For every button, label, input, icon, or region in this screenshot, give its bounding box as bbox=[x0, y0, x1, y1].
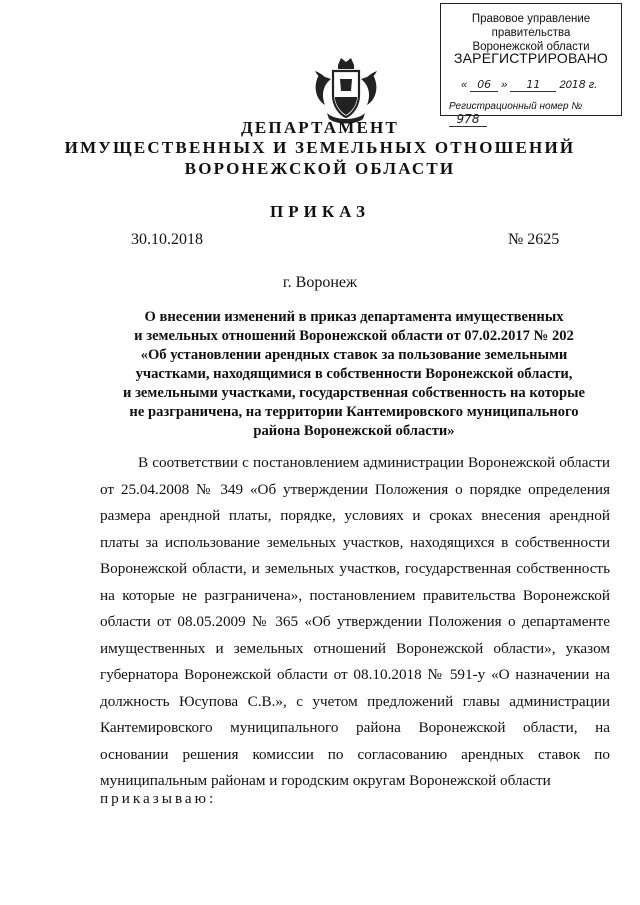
subject-line: и земельных отношений Воронежской области от 07.02.2017 № 202 bbox=[134, 328, 574, 344]
stamp-date-day: 06 bbox=[470, 78, 498, 92]
document-type: ПРИКАЗ bbox=[270, 202, 370, 221]
stamp-year-suffix: г. bbox=[588, 79, 598, 91]
subject-line: О внесении изменений в приказ департамента имущественных bbox=[144, 309, 564, 325]
subject-line: района Воронежской области» bbox=[253, 423, 455, 439]
decree-word: приказываю: bbox=[100, 790, 217, 807]
stamp-reg-number: 978 bbox=[449, 112, 487, 127]
stamp-org-line2: Воронежской области bbox=[472, 41, 590, 53]
department-title-line3: ВОРОНЕЖСКОЙ ОБЛАСТИ bbox=[184, 159, 456, 178]
registration-stamp bbox=[440, 3, 622, 126]
stamp-date-month: 11 bbox=[510, 78, 556, 92]
preamble bbox=[100, 450, 610, 795]
stamp-reg-label: Регистрационный номер № bbox=[449, 101, 583, 112]
preamble-paragraph: В соответствии с постановлением администрации Воронежской области от 25.04.2008 № 349 «Об утверждении Положения о порядке определения размера арендной платы, порядке, условиях и сроках внесения арендной платы за использование земельных участков, находящихся в собственности Воронежской области, и земельных участков, государственная собственность на которые не разграничена», постановлением правительства Воронежской области от 08.05.2009 № 365 «Об утверждении Положения о департаменте имущественных и земельных отношений Воронежской области», указом губернатора Воронежской области от 08.10.2018 № 591-у «О назначении на должность Юсупова С.В.», с учетом предложений главы администрации Кантемировского муниципального района Воронежской области, на основании решения комиссии по согласованию арендных ставок по муниципальным районам и городским округам Воронежской области bbox=[100, 454, 610, 789]
department-title-line1: ДЕПАРТАМЕНТ bbox=[240, 118, 400, 137]
order-number: № 2625 bbox=[508, 231, 560, 248]
subject-line: и земельными участками, государственная собственность на которые bbox=[123, 385, 585, 401]
subject-line: «Об установлении арендных ставок за пользование земельными bbox=[140, 347, 568, 363]
subject-line: не разграничена, на территории Кантемировского муниципального bbox=[129, 404, 579, 420]
stamp-org bbox=[441, 12, 621, 54]
stamp-org-line1: Правовое управление правительства bbox=[471, 13, 591, 39]
subject-line: участками, находящимися в собственности Воронежской области, bbox=[135, 366, 573, 382]
order-subject bbox=[100, 308, 608, 441]
stamp-date: « 06 » 11 2018 г. bbox=[461, 78, 598, 91]
department-title-line2: ИМУЩЕСТВЕННЫХ И ЗЕМЕЛЬНЫХ ОТНОШЕНИЙ bbox=[64, 138, 576, 157]
stamp-date-year: 18 bbox=[571, 78, 586, 91]
order-city: г. Воронеж bbox=[282, 274, 358, 291]
stamp-status: ЗАРЕГИСТРИРОВАНО bbox=[453, 50, 609, 66]
voronezh-coat-of-arms-icon bbox=[311, 55, 381, 127]
stamp-date-year-prefix: 20 bbox=[559, 79, 572, 91]
order-date: 30.10.2018 bbox=[131, 231, 203, 248]
